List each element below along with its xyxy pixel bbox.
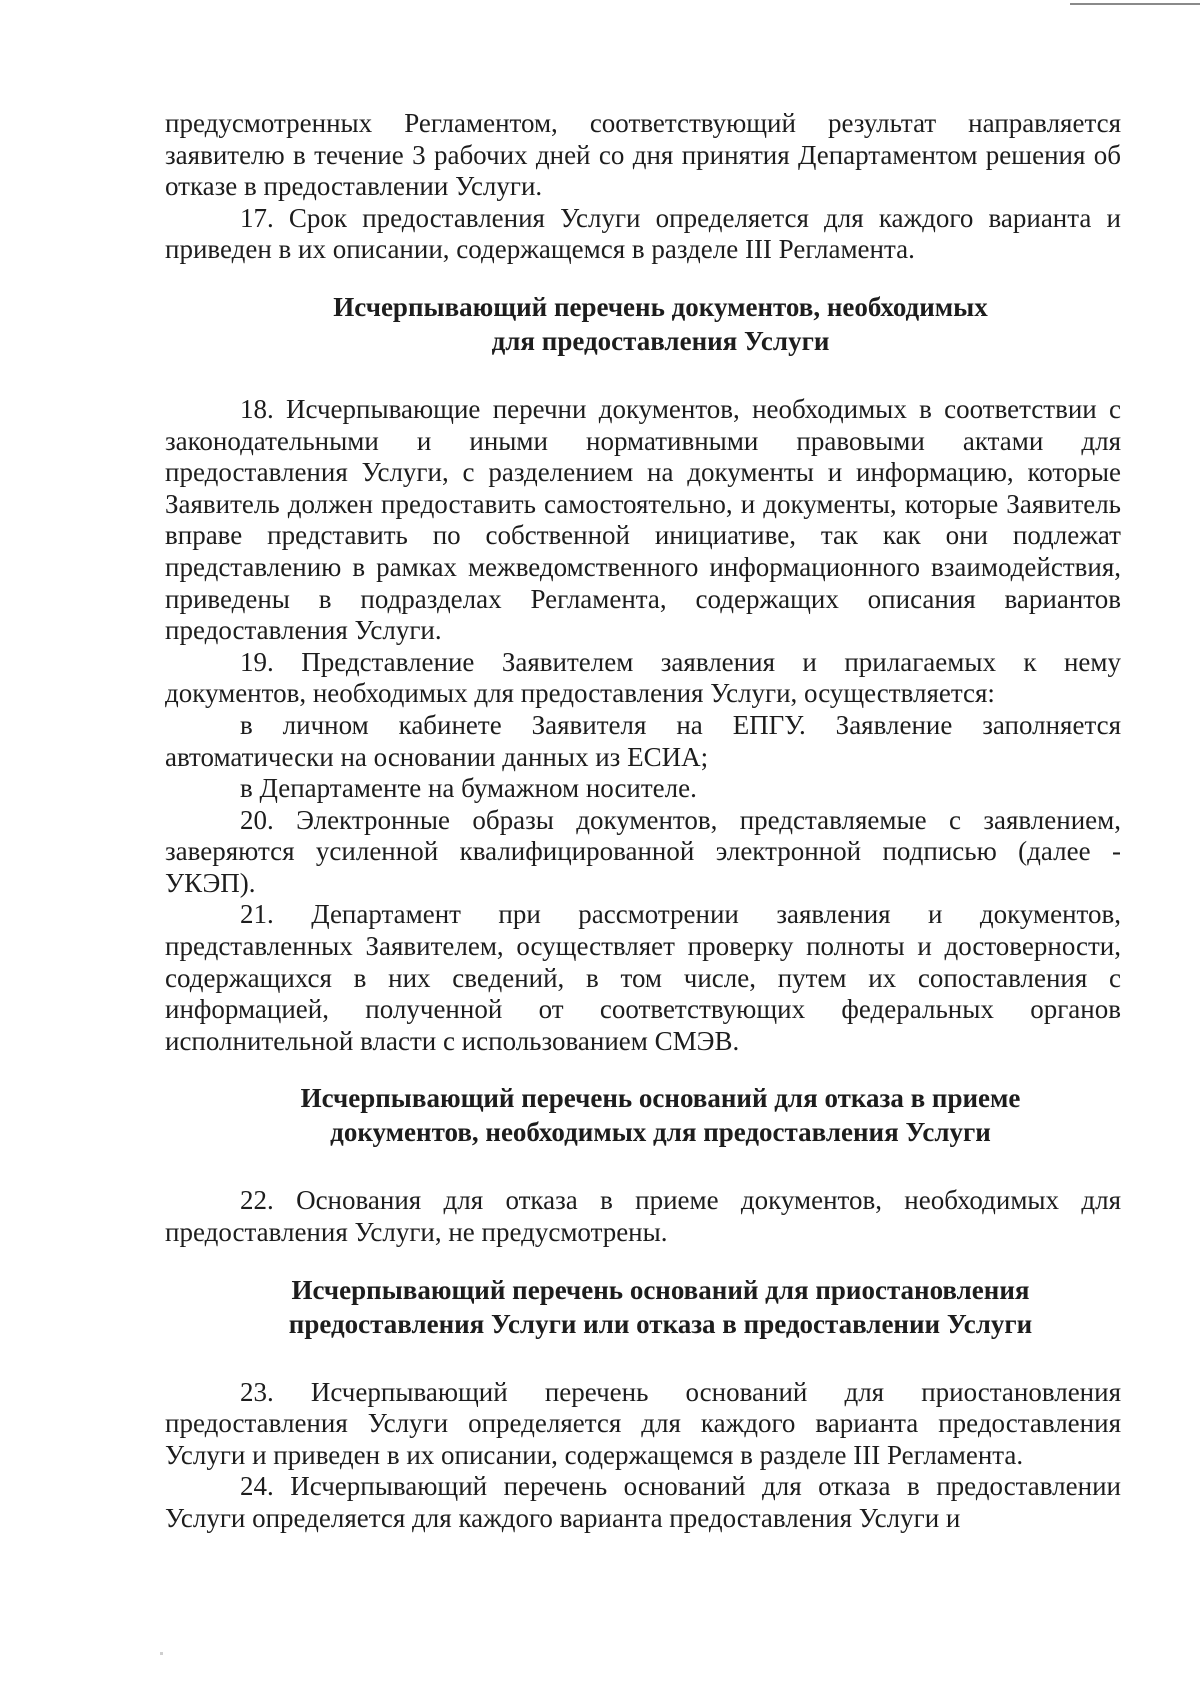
section-heading-suspension <box>165 1273 1121 1341</box>
paragraph-20: 20. Электронные образы документов, представляемые с заявлением, заверяются усиленной квалифицированной электронной подписью (далее - УКЭП). <box>165 804 1121 898</box>
scan-top-rule <box>1070 3 1200 5</box>
paragraph-19-item-epgu: в личном кабинете Заявителя на ЕПГУ. Заявление заполняется автоматически на основании данных из ЕСИА; <box>165 709 1121 772</box>
paragraph-17: 17. Срок предоставления Услуги определяется для каждого варианта и приведен в их описании, содержащемся в разделе III Регламента. <box>165 202 1121 265</box>
paragraph-21: 21. Департамент при рассмотрении заявления и документов, представленных Заявителем, осуществляет проверку полноты и достоверности, содержащихся в них сведений, в том числе, путем их сопоставления с информацией, полученной от соответствующих федеральных органов исполнительной власти с использованием СМЭВ. <box>165 899 1121 1056</box>
section-heading-refusal-acceptance <box>165 1081 1121 1149</box>
heading-line: Исчерпывающий перечень документов, необходимых <box>333 291 988 322</box>
document-page <box>165 108 1121 1535</box>
paragraph-19-item-paper: в Департаменте на бумажном носителе. <box>240 773 697 804</box>
paragraph-continued: предусмотренных Регламентом, соответствующий результат направляется заявителю в течение 3 рабочих дней со дня принятия Департаментом решения об отказе в предоставлении Услуги. <box>165 108 1121 202</box>
heading-line: Исчерпывающий перечень оснований для приостановления <box>291 1274 1030 1305</box>
heading-line: для предоставления Услуги <box>491 325 830 356</box>
paragraph-24: 24. Исчерпывающий перечень оснований для отказа в предоставлении Услуги определяется для каждого варианта предоставления Услуги и <box>165 1471 1121 1533</box>
paragraph-18: 18. Исчерпывающие перечни документов, необходимых в соответствии с законодательными и иными нормативными правовыми актами для предоставления Услуги, с разделением на документы и информацию, которые Заявитель должен предоставить самостоятельно, и документы, которые Заявитель вправе представить по собственной инициативе, так как они подлежат представлению в рамках межведомственного информационного взаимодействия, приведены в подразделах Регламента, содержащих описания вариантов предоставления Услуги. <box>165 393 1121 646</box>
heading-line: предоставления Услуги или отказа в предоставлении Услуги <box>288 1308 1033 1339</box>
paragraph-19: 19. Представление Заявителем заявления и прилагаемых к нему документов, необходимых для предоставления Услуги, осуществляется: <box>165 646 1121 709</box>
paragraph-22: 22. Основания для отказа в приеме документов, необходимых для предоставления Услуги, не предусмотрены. <box>165 1185 1121 1248</box>
paragraph-23: 23. Исчерпывающий перечень оснований для приостановления предоставления Услуги определяется для каждого варианта предоставления Услуги и приведен в их описании, содержащемся в разделе III Регламента. <box>165 1376 1121 1470</box>
scan-speck <box>160 1652 163 1655</box>
heading-line: Исчерпывающий перечень оснований для отказа в приеме <box>300 1083 1021 1114</box>
heading-line: документов, необходимых для предоставления Услуги <box>330 1117 991 1148</box>
section-heading-documents <box>165 290 1121 358</box>
